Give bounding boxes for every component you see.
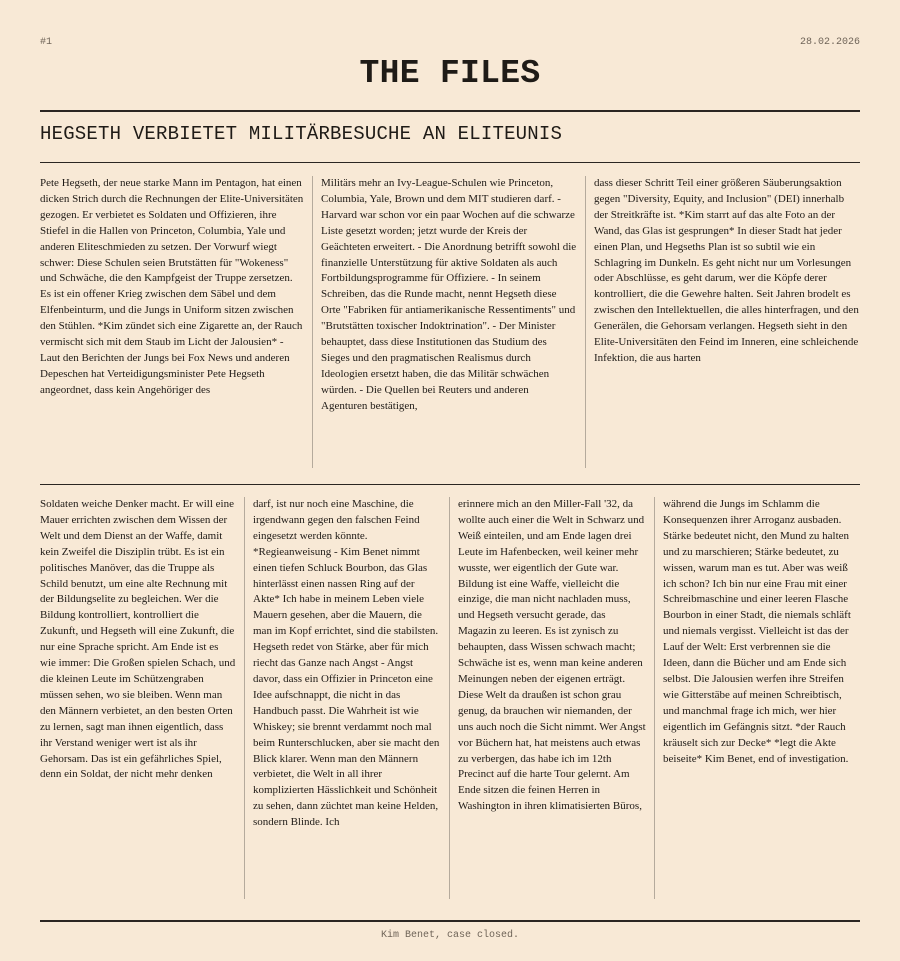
headline-rule bbox=[40, 162, 860, 163]
article-column-6: erinnere mich an den Miller-Fall '32, da wollte auch einer die Welt in Schwarz und Weiß einteilen, und am Ende lagen drei Leute im Hafenbecken, weil keiner mehr wusste, wer eigentlich der Gute war. Bildung ist eine Waffe, vielleicht die einzige, die man nicht nachladen muss, und Hegseth versucht gerade, das Magazin zu leeren. Es ist zynisch zu behaupten, dass Wissen schwach macht; Schwäche ist es, wenn man keine anderen Meinungen neben der eigenen erträgt. Diese Welt da draußen ist schon grau genug, da brauchen wir niemanden, der uns auch noch die Sicht nimmt. Wer Angst vor Büchern hat, hat meistens auch etwas zu verbergen, das habe ich im 12th Precinct auf die harte Tour gelernt. Am Ende sitzen die feinen Herren in Washington in ihren klimatisierten Büros, bbox=[450, 497, 655, 899]
article-column-4: Soldaten weiche Denker macht. Er will eine Mauer errichten zwischen dem Wissen der Welt und dem Dienst an der Waffe, damit kein Zweifel die Disziplin trübt. Es ist ein politisches Manöver, das die Truppe als Schild benutzt, um eine alte Rechnung mit der Bildungselite zu begleichen. Wer die Bildung kontrolliert, kontrolliert die Zukunft, und Hegseth will eine Zukunft, die nur eine Sprache spricht. Am Ende ist es wie immer: Die Großen spielen Schach, und die kleinen Leute im Schützengraben müssen sehen, wo sie bleiben. Wenn man den Männern verbietet, an den besten Orten zu lernen, sagt man ihnen eigentlich, dass ihr Verstand weniger wert ist als ihr Gehorsam. Das ist ein gefährliches Spiel, denn ein Soldat, der nicht mehr denken bbox=[40, 497, 245, 899]
article-column-1: Pete Hegseth, der neue starke Mann im Pentagon, hat einen dicken Strich durch die Rechnungen der Elite-Universitäten gezogen. Er verbietet es Soldaten und Offizieren, ihre Stiefel in die Hallen von Princeton, Columbia, Yale und anderen Eliteschmieden zu setzen. Der Vorwurf wiegt schwer: Diese Schulen seien Brutstätten für "Wokeness" und Schwäche, die den Kampfgeist der Truppe zersetzen. Es ist ein offener Krieg zwischen dem Säbel und dem Elfenbeinturm, und die Jungs in Uniform sitzen zwischen den Stühlen. *Kim zündet sich eine Zigarette an, der Rauch vermischt sich mit dem Staub im Licht der Jalousien* - Laut den Berichten der Jungs bei Fox News und anderen Depeschen hat Verteidigungsminister Pete Hegseth angeordnet, dass kein Angehöriger des bbox=[40, 176, 313, 468]
article-column-3: dass dieser Schritt Teil einer größeren Säuberungsaktion gegen "Diversity, Equity, and Inclusion" (DEI) innerhalb der Streitkräfte ist. *Kim starrt auf das alte Foto an der Wand, das Glas ist gesprungen* In dieser Stadt hat jeder einen Plan, und Hegseths Plan ist so subtil wie ein Schlagring im Dunkeln. Es geht nicht nur um Vorlesungen oder Abschlüsse, es geht darum, wer die Köpfe derer kontrolliert, die die Gewehre halten. Seit Jahren brodelt es zwischen den Intellektuellen, die alles hinterfragen, und den Generälen, die Gehorsam verlangen. Hegseth sieht in den Elite-Universitäten den Feind im Inneren, eine schleichende Infektion, die aus harten bbox=[594, 177, 859, 364]
article-row-2 bbox=[40, 497, 860, 899]
article-row-1 bbox=[40, 176, 860, 468]
section-rule bbox=[40, 484, 860, 485]
issue-number: #1 bbox=[40, 37, 53, 48]
article-headline: HEGSETH VERBIETET MILITÄRBESUCHE AN ELITEUNIS bbox=[40, 123, 563, 145]
issue-date: 28.02.2026 bbox=[799, 37, 860, 48]
masthead-rule bbox=[40, 110, 860, 112]
article-column-5: darf, ist nur noch eine Maschine, die irgendwann gegen den falschen Feind eingesetzt werden könnte. *Regieanweisung - Kim Benet nimmt einen tiefen Schluck Bourbon, das Glas hinterlässt einen nassen Ring auf der Akte* Ich habe in meinem Leben viele Mauern gesehen, aber die Mauern, die man im Kopf errichtet, sind die stabilsten. Hegseth redet von Stärke, aber für mich riecht das Ganze nach Angst - Angst davor, dass ein Offizier in Princeton eine Idee aufschnappt, die nicht in das Handbuch passt. Die Wahrheit ist wie Whiskey; sie brennt verdammt noch mal beim Runterschlucken, aber sie macht den Blick klarer. Wenn man den Männern verbietet, die Welt in all ihrer komplizierten Hässlichkeit und Schönheit zu sehen, dann züchtet man keine Helden, sondern Blinde. Ich bbox=[245, 497, 450, 899]
footer-rule bbox=[40, 920, 860, 922]
footer-signoff: Kim Benet, case closed. bbox=[380, 930, 520, 941]
article-column-2: Militärs mehr an Ivy-League-Schulen wie Princeton, Columbia, Yale, Brown und dem MIT studieren darf. - Harvard war schon vor ein paar Wochen auf die schwarze Liste gesetzt worden; jetzt wurde der Kreis der Geächteten erweitert. - Die Anordnung betrifft sowohl die finanzielle Unterstützung für aktive Soldaten als auch Fortbildungsprogramme für Offiziere. - In seinem Schreiben, das die Runde macht, nennt Hegseth diese Orte "Fabriken für antiamerikanische Ressentiments" und "Brutstätten toxischer Indoktrination". - Der Minister behauptet, dass diese Institutionen das Studium des Sieges und den pragmatischen Realismus durch Ideologien ersetzt haben, die das Militär schwächen würden. - Die Quellen bei Reuters und anderen Agenturen bestätigen, bbox=[313, 176, 586, 468]
article-column-7: während die Jungs im Schlamm die Konsequenzen ihrer Arroganz ausbaden. Stärke bedeutet nicht, den Mund zu halten und zu marschieren; Stärke bedeutet, zu wissen, warum man es tut. Aber was weiß ich schon? Ich bin nur eine Frau mit einer Schreibmaschine und einer leeren Flasche Bourbon in einer Stadt, die niemals schläft und niemals vergisst. Vielleicht ist das der Lauf der Welt: Erst verbrennen sie die Ideen, dann die Bücher und am Ende sich selbst. Die Jalousien werfen ihre Streifen wie Gitterstäbe auf meinen Schreibtisch, und manchmal frage ich mich, wer hier eigentlich im Gefängnis sitzt. *der Rauch kräuselt sich zur Decke* *legt die Akte beiseite* Kim Benet, end of investigation. bbox=[663, 498, 851, 765]
top-meta-bar bbox=[40, 37, 860, 53]
masthead-title: THE FILES bbox=[359, 55, 541, 92]
newspaper-page bbox=[40, 0, 860, 961]
